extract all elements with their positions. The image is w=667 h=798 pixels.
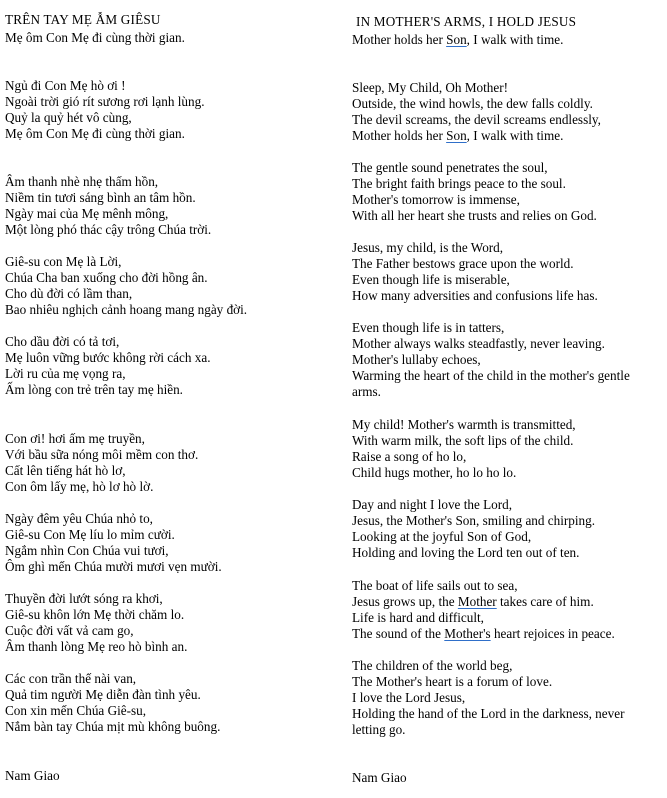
poem-line: Child hugs mother, ho lo ho lo.: [352, 465, 517, 480]
poem-line: Outside, the wind howls, the dew falls coldly.: [352, 96, 593, 111]
poem-line: Cho dù đời có lầm than,: [5, 286, 133, 301]
poem-line: Giê-su Con Mẹ líu lo mỉm cười.: [5, 527, 175, 542]
poem-line: Giê-su khôn lớn Mẹ thời chăm lo.: [5, 607, 185, 622]
poem-line: Sleep, My Child, Oh Mother!: [352, 80, 509, 95]
poem-line: Quỷ la quỷ hét vô cùng,: [5, 110, 132, 125]
poem-line: With warm milk, the soft lips of the child.: [352, 433, 574, 448]
author-en: Nam Giao: [352, 770, 407, 785]
poem-line: The gentle sound penetrates the soul,: [352, 160, 548, 175]
poem-line: The boat of life sails out to sea,: [352, 578, 518, 593]
poem-line: Ngày đêm yêu Chúa nhỏ to,: [5, 511, 153, 526]
poem-line: Mother holds her Son, I walk with time.: [352, 32, 564, 47]
poem-line: Holding and loving the Lord ten out of ten.: [352, 545, 580, 560]
poem-line: Mother's tomorrow is immense,: [352, 192, 520, 207]
poem-line: Một lòng phó thác cậy trông Chúa trời.: [5, 222, 212, 237]
author-vi: Nam Giao: [5, 768, 60, 783]
poem-line: Mẹ luôn vững bước không rời cách xa.: [5, 350, 211, 365]
poem-line: Con ôm lấy mẹ, hò lơ hò lờ.: [5, 479, 154, 494]
poem-line: The sound of the Mother's heart rejoices in peace.: [352, 626, 615, 641]
poem-line: Quả tim người Mẹ diễn đàn tình yêu.: [5, 687, 201, 702]
poem-line: Cất lên tiếng hát hò lơ,: [5, 463, 126, 478]
poem-line: Mother holds her Son, I walk with time.: [352, 128, 564, 143]
poem-line: Âm thanh nhè nhẹ thấm hồn,: [5, 174, 159, 189]
poem-line: Even though life is miserable,: [352, 272, 510, 287]
poem-title-vi: TRÊN TAY MẸ ẪM GIÊSU: [5, 12, 161, 27]
poem-line: The Father bestows grace upon the world.: [352, 256, 574, 271]
poem-line: Con xin mến Chúa Giê-su,: [5, 703, 147, 718]
poem-line: Chúa Cha ban xuống cho đời hồng ân.: [5, 270, 208, 285]
poem-line: Ngoài trời gió rít sương rơi lạnh lùng.: [5, 94, 205, 109]
poem-line: Giê-su con Mẹ là Lời,: [5, 254, 122, 269]
poem-line: Ngày mai của Mẹ mênh mông,: [5, 206, 169, 221]
underlined-word: Mother: [457, 594, 497, 609]
poem-line: Ôm ghì mến Chúa mười mươi vẹn mười.: [5, 559, 222, 574]
poem-line: Jesus, my child, is the Word,: [352, 240, 504, 255]
poem-line: Ấm lòng con trẻ trên tay mẹ hiền.: [5, 382, 183, 397]
poem-line: Looking at the joyful Son of God,: [352, 529, 532, 544]
poem-line: The bright faith brings peace to the soul.: [352, 176, 566, 191]
poem-line: My child! Mother's warmth is transmitted,: [352, 417, 576, 432]
poem-line: Âm thanh lòng Mẹ reo hò bình an.: [5, 639, 188, 654]
poem-line: Bao nhiêu nghịch cảnh hoang mang ngày đời.: [5, 302, 248, 317]
underlined-word: Son: [446, 32, 467, 47]
poem-line: Ngắm nhìn Con Chúa vui tươi,: [5, 543, 169, 558]
poem-line: Ngủ đi Con Mẹ hò ơi !: [5, 78, 126, 93]
poem-line: The children of the world beg,: [352, 658, 513, 673]
poem-line: Raise a song of ho lo,: [352, 449, 467, 464]
poem-line: Day and night I love the Lord,: [352, 497, 513, 512]
underlined-word: Mother's: [444, 626, 491, 641]
poem-line: Even though life is in tatters,: [352, 320, 505, 335]
poem-line: The devil screams, the devil screams endlessly,: [352, 112, 601, 127]
poem-line: Jesus, the Mother's Son, smiling and chirping.: [352, 513, 596, 528]
poem-line: Niềm tin tươi sáng bình an tâm hồn.: [5, 190, 196, 205]
poem-line: Life is hard and difficult,: [352, 610, 484, 625]
poem-line: Mother always walks steadfastly, never leaving.: [352, 336, 605, 351]
underlined-word: Son: [446, 128, 467, 143]
poem-line: Mẹ ôm Con Mẹ đi cùng thời gian.: [5, 30, 185, 45]
poem-line: Holding the hand of the Lord in the darkness, never letting go.: [352, 706, 625, 737]
poem-title-en: IN MOTHER'S ARMS, I HOLD JESUS: [356, 14, 577, 29]
poem-line: Mother's lullaby echoes,: [352, 352, 481, 367]
poem-line: Mẹ ôm Con Mẹ đi cùng thời gian.: [5, 126, 185, 141]
poem-line: Với bầu sữa nóng môi mềm con thơ.: [5, 447, 199, 462]
poem-line: Con ơi! hơi ấm mẹ truyền,: [5, 431, 145, 446]
poem-line: I love the Lord Jesus,: [352, 690, 466, 705]
poem-line: Warming the heart of the child in the mother's gentle arms.: [352, 368, 630, 399]
poem-line: Thuyền đời lướt sóng ra khơi,: [5, 591, 163, 606]
poem-line: Các con trần thế nài van,: [5, 671, 137, 686]
poem-line: Jesus grows up, the Mother takes care of him.: [352, 594, 594, 609]
poem-line: Nắm bàn tay Chúa mịt mù không buông.: [5, 719, 221, 734]
poem-line: Cho dầu đời có tả tơi,: [5, 334, 120, 349]
poem-line: Lời ru của mẹ vọng ra,: [5, 366, 126, 381]
poem-line: The Mother's heart is a forum of love.: [352, 674, 553, 689]
poem-line: Cuộc đời vất vả cam go,: [5, 623, 134, 638]
poem-line: How many adversities and confusions life has.: [352, 288, 598, 303]
poem-line: With all her heart she trusts and relies on God.: [352, 208, 597, 223]
